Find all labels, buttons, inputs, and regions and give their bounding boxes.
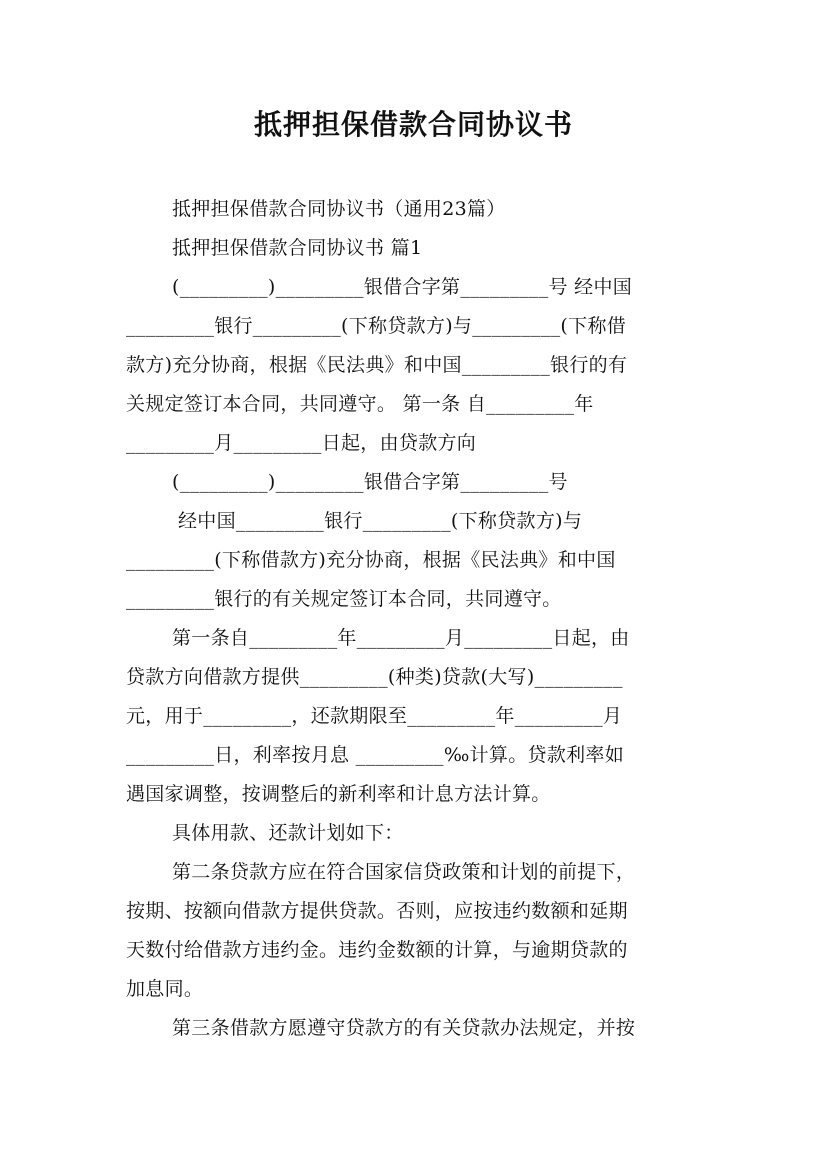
paragraph-line: 经中国_________银行_________(下称贷款方)与 (178, 510, 583, 532)
paragraph-line: 第一条自_________年_________月_________日起，由 (172, 627, 630, 649)
paragraph-line: 第三条借款方愿遵守贷款方的有关贷款办法规定，并按 (172, 1017, 636, 1039)
paragraph-line: _________月_________日起，由贷款方向 (126, 432, 477, 454)
paragraph-line: _________银行的有关规定签订本合同，共同遵守。 (126, 588, 562, 610)
paragraph-line: 加息同。 (126, 978, 204, 1000)
paragraph-line: 元，用于_________，还款期限至_________年_________月 (126, 705, 623, 727)
paragraph-line: 第二条贷款方应在符合国家信贷政策和计划的前提下， (172, 861, 636, 883)
paragraph-line: _________银行_________(下称贷款方)与_________(下称借 (126, 315, 627, 337)
paragraph-line: (_________)_________银借合字第_________号 经中国 (172, 276, 633, 298)
paragraph-line: 按期、按额向借款方提供贷款。否则，应按违约数额和延期 (126, 900, 628, 922)
paragraph-line: _________日，利率按月息 _________‰计算。贷款利率如 (126, 744, 625, 766)
paragraph-line: 关规定签订本合同，共同遵守。 第一条 自_________年 (126, 393, 594, 415)
document-subtitle: 抵押担保借款合同协议书（通用23篇） (172, 198, 506, 220)
paragraph-line: (_________)_________银借合字第_________号 (172, 471, 568, 493)
paragraph-line: 款方)充分协商，根据《民法典》和中国_________银行的有 (126, 354, 628, 376)
paragraph-line: 遇国家调整，按调整后的新利率和计息方法计算。 (126, 783, 551, 805)
document-body (126, 190, 706, 1048)
document-title: 抵押担保借款合同协议书 (253, 108, 573, 141)
paragraph-line: _________(下称借款方)充分协商，根据《民法典》和中国 (126, 549, 616, 571)
paragraph-line: 天数付给借款方违约金。违约金数额的计算，与逾期贷款的 (126, 939, 628, 961)
section-heading: 抵押担保借款合同协议书 篇1 (172, 237, 423, 259)
paragraph-line: 具体用款、还款计划如下： (172, 822, 404, 844)
paragraph-line: 贷款方向借款方提供_________(种类)贷款(大写)_________ (126, 666, 623, 688)
